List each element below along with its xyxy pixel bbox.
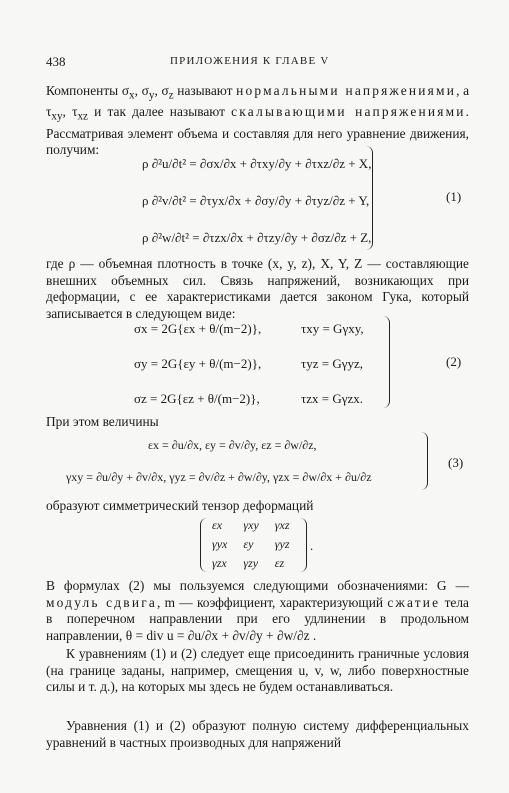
tensor-cell: γxz: [274, 518, 290, 532]
text: В формулах (2) мы пользуемся следующими обозначениями: G —: [46, 578, 469, 593]
equation-line-left: σx = 2G{εx + θ/(m−2)},: [134, 321, 262, 336]
paragraph-1: [46, 83, 469, 159]
right-brace: [366, 146, 373, 250]
tensor-cell: γzx: [212, 556, 227, 570]
tensor-row: [204, 554, 298, 573]
equation-line: εx = ∂u/∂x, εy = ∂v/∂y, εz = ∂w/∂z,: [148, 438, 317, 452]
tensor-cell: εz: [274, 556, 285, 570]
paragraph-7: Уравнения (1) и (2) образуют полную систему дифференциальных уравнений в частных производных для напряжений: [46, 718, 469, 750]
tensor-cell: γxy: [243, 518, 259, 532]
text: z: [168, 89, 174, 102]
tensor-cell: γyx: [212, 537, 228, 551]
text: , а τ: [46, 83, 470, 120]
paragraph-4: образуют симметрический тензор деформаций: [46, 498, 314, 513]
equation-line-right: τzx = Gγzx.: [301, 391, 363, 406]
equation-line: γxy = ∂u/∂y + ∂v/∂x, γyz = ∂v/∂z + ∂w/∂y, γzx = ∂w/∂x + ∂u/∂z: [66, 470, 372, 484]
right-brace: [383, 316, 390, 408]
text: , m — коэффициент, характеризующий: [157, 594, 388, 610]
equation-line-left: σy = 2G{εy + θ/(m−2)},: [134, 356, 262, 371]
text: y: [148, 89, 155, 102]
text: называют: [173, 83, 237, 98]
tensor-period: .: [310, 538, 314, 553]
equation-line-right: τxy = Gγxy,: [301, 321, 364, 336]
paragraph-6: К уравнениям (1) и (2) следует еще присоединить граничные условия (на границе заданы, например, смещения u, v, w, либо поверхностные силы и т. д.), на которых мы здесь не будем останавливаться.: [46, 646, 469, 695]
equation-line: ρ ∂²u/∂t² = ∂σx/∂x + ∂τxy/∂y + ∂τxz/∂z + X,: [142, 156, 372, 171]
tensor-cell: γyz: [274, 537, 290, 551]
tensor-cell: εx: [212, 518, 223, 532]
equation-line-left: σz = 2G{εz + θ/(m−2)},: [134, 391, 260, 406]
text: , σ: [154, 83, 169, 98]
spaced-term: модуль сдвига: [46, 594, 158, 610]
equation-number: (2): [446, 354, 462, 369]
text: . Рассматривая элемент объема и составляя для него уравнение движения, получим:: [46, 104, 469, 158]
equation-line-right: τyz = Gγyz,: [301, 356, 363, 371]
tensor-cell: εy: [243, 537, 254, 551]
text: , σ: [134, 83, 149, 98]
equation-number: (3): [448, 455, 464, 470]
tensor-row: [204, 535, 298, 554]
text: тела в поперечном направлении при его удлинении в продольном направлении, θ = div u = ∂u/∂x + ∂v/∂y + ∂w/∂z .: [46, 594, 469, 643]
running-head: ПРИЛОЖЕНИЯ К ГЛАВЕ V: [170, 55, 330, 67]
page-number: 438: [46, 54, 66, 69]
paragraph-3: При этом величины: [46, 414, 159, 429]
spaced-term: скалывающими напряжениями: [231, 104, 466, 120]
paragraph-2: где ρ — объемная плотность в точке (x, y, z), X, Y, Z — составляющие внешних объемных сил. Связь напряжений, возникающих при деформации, с ее характеристиками дается законом Гука, который записывается в следующем виде:: [46, 256, 469, 321]
equation-number: (1): [446, 189, 462, 204]
spaced-term: сжатие: [387, 594, 441, 610]
tensor-grid: [204, 516, 298, 573]
paragraph-5: [46, 578, 469, 644]
text: xz: [77, 110, 88, 123]
tensor-row: [204, 516, 298, 535]
text: x: [129, 89, 135, 102]
text: и так далее называют: [88, 104, 232, 120]
right-paren: [300, 518, 307, 572]
text: , τ: [62, 104, 78, 120]
equation-line: ρ ∂²v/∂t² = ∂τyx/∂x + ∂σy/∂y + ∂τyz/∂z + Y,: [142, 193, 370, 208]
text: Компоненты σ: [46, 83, 130, 98]
right-brace: [421, 432, 428, 490]
equation-line: ρ ∂²w/∂t² = ∂τzx/∂x + ∂τzy/∂y + ∂σz/∂z + Z,: [142, 230, 372, 245]
spaced-term: нормальными напряжениями: [236, 83, 457, 98]
tensor-cell: γzy: [243, 556, 259, 570]
text: xy: [51, 110, 63, 123]
